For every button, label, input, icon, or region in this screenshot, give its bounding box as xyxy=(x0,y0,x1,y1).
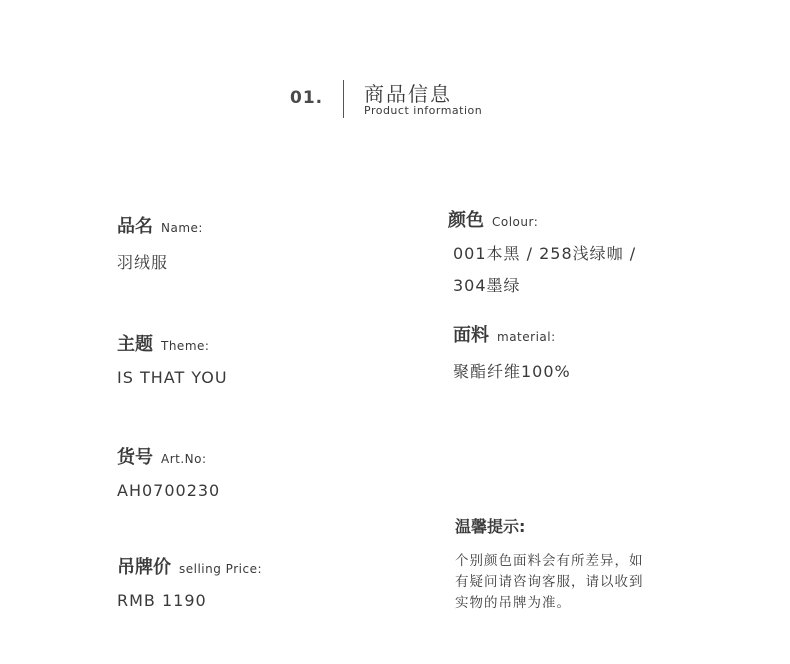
field-colour-label xyxy=(448,206,636,232)
field-material-label xyxy=(453,321,571,347)
field-name-value: 羽绒服 xyxy=(117,253,169,272)
section-title: 商品信息 xyxy=(364,82,452,106)
notice-line: 实物的吊牌为准。 xyxy=(455,595,571,611)
field-colour-label-en: Colour: xyxy=(492,215,539,229)
section-subtitle: Product information xyxy=(364,104,483,117)
field-theme-label xyxy=(117,330,228,356)
notice-body xyxy=(455,551,695,614)
field-colour-value-line: 001本黑 / 258浅绿咖 / xyxy=(453,244,637,263)
field-colour-value xyxy=(453,238,636,302)
field-name xyxy=(117,212,203,273)
field-art-no-label-en: Art.No: xyxy=(161,452,207,466)
field-name-label-en: Name: xyxy=(161,221,203,235)
field-price-label-cn: 吊牌价 xyxy=(117,557,171,578)
notice-line: 有疑问请咨询客服，请以收到 xyxy=(455,574,644,590)
field-price xyxy=(117,553,262,610)
notice-title: 温馨提示: xyxy=(455,517,526,536)
field-art-no-label-cn: 货号 xyxy=(117,447,153,468)
field-theme-label-en: Theme: xyxy=(161,339,210,353)
field-theme-value: IS THAT YOU xyxy=(117,368,228,387)
field-material-label-cn: 面料 xyxy=(453,325,489,346)
field-price-value: RMB 1190 xyxy=(117,591,207,610)
notice xyxy=(455,514,695,614)
field-art-no-label xyxy=(117,443,220,469)
field-material-value: 聚酯纤维100% xyxy=(453,362,571,381)
header-divider xyxy=(343,80,344,118)
field-price-label-en: selling Price: xyxy=(179,562,262,576)
field-colour-value-line: 304墨绿 xyxy=(453,276,521,295)
field-colour xyxy=(448,206,636,302)
field-theme-label-cn: 主题 xyxy=(117,334,153,355)
field-material-label-en: material: xyxy=(497,330,556,344)
field-art-no xyxy=(117,443,220,500)
notice-line: 个别颜色面料会有所差异，如 xyxy=(455,553,644,569)
field-colour-label-cn: 颜色 xyxy=(448,210,484,231)
field-material xyxy=(453,321,571,382)
field-theme xyxy=(117,330,228,387)
section-number: 01. xyxy=(290,88,324,108)
field-price-label xyxy=(117,553,262,579)
field-name-label xyxy=(117,212,203,238)
field-art-no-value: AH0700230 xyxy=(117,481,221,500)
field-name-label-cn: 品名 xyxy=(117,216,153,237)
